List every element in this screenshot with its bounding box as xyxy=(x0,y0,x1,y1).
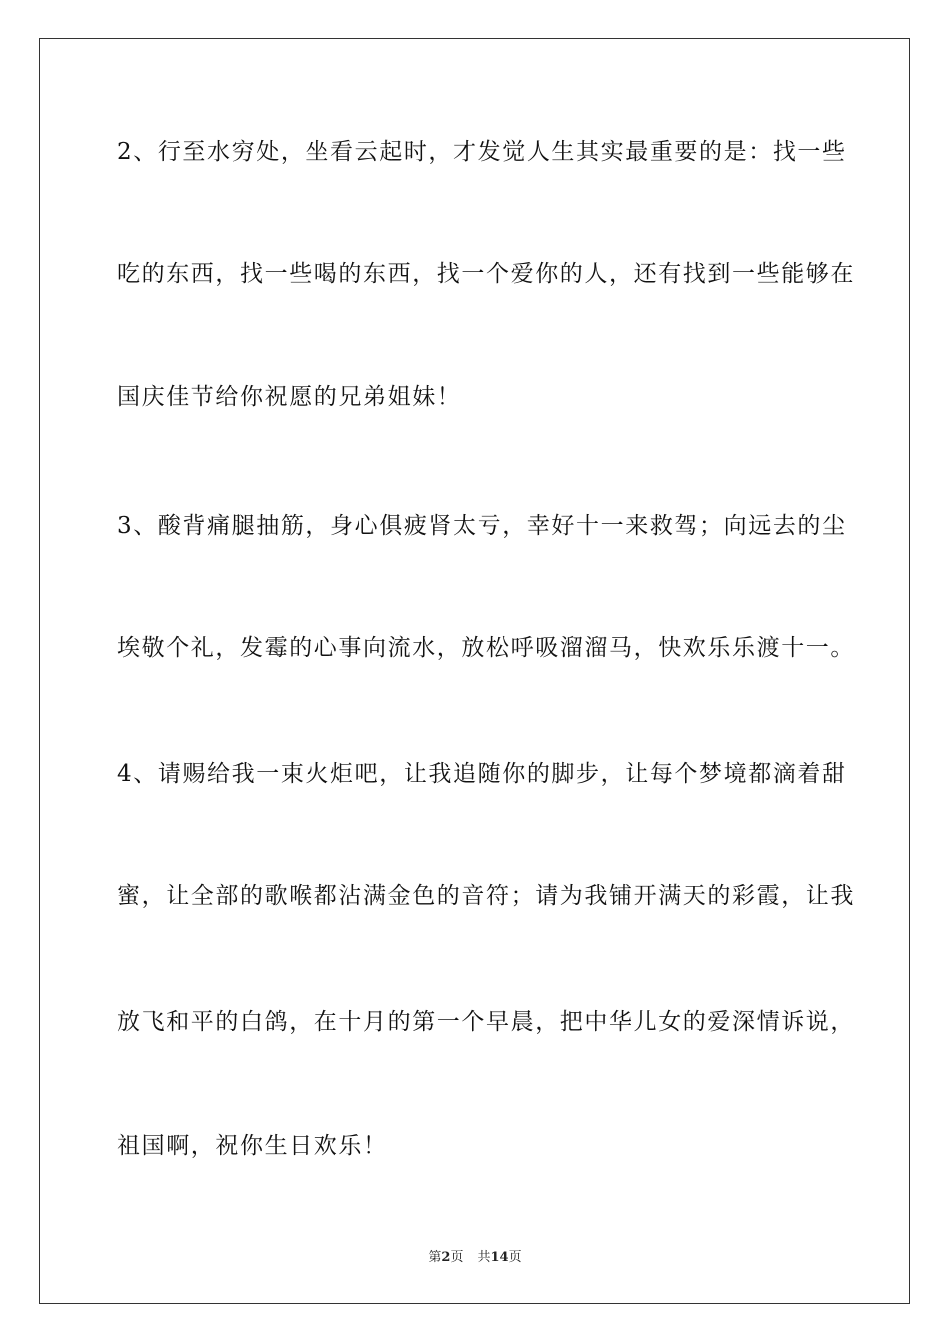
text-line: 吃的东西，找一些喝的东西，找一个爱你的人，还有找到一些能够在 xyxy=(117,261,855,287)
page-footer xyxy=(0,1249,950,1267)
text-line: 蜜，让全部的歌喉都沾满金色的音符；请为我铺开满天的彩霞，让我 xyxy=(117,883,855,909)
page-current: 2 xyxy=(441,1250,451,1265)
page-prefix: 第 xyxy=(428,1250,442,1265)
text-line: 放飞和平的白鸽，在十月的第一个早晨，把中华儿女的爱深情诉说， xyxy=(117,1009,855,1035)
page-frame xyxy=(39,38,910,1304)
text-line: 国庆佳节给你祝愿的兄弟姐妹！ xyxy=(117,384,462,410)
page-suffix: 页 xyxy=(450,1250,464,1265)
text-line: 埃敬个礼，发霉的心事向流水，放松呼吸溜溜马，快欢乐乐渡十一。 xyxy=(117,635,855,661)
total-prefix: 共 xyxy=(477,1250,491,1265)
text-line: 2、行至水穷处，坐看云起时，才发觉人生其实最重要的是：找一些 xyxy=(117,139,847,165)
text-line: 3、酸背痛腿抽筋，身心俱疲肾太亏，幸好十一来救驾；向远去的尘 xyxy=(117,513,847,539)
text-line: 4、请赐给我一束火炬吧，让我追随你的脚步，让每个梦境都滴着甜 xyxy=(117,761,847,787)
text-line: 祖国啊，祝你生日欢乐！ xyxy=(117,1133,388,1159)
total-suffix: 页 xyxy=(508,1250,522,1265)
page-total: 14 xyxy=(490,1250,509,1265)
